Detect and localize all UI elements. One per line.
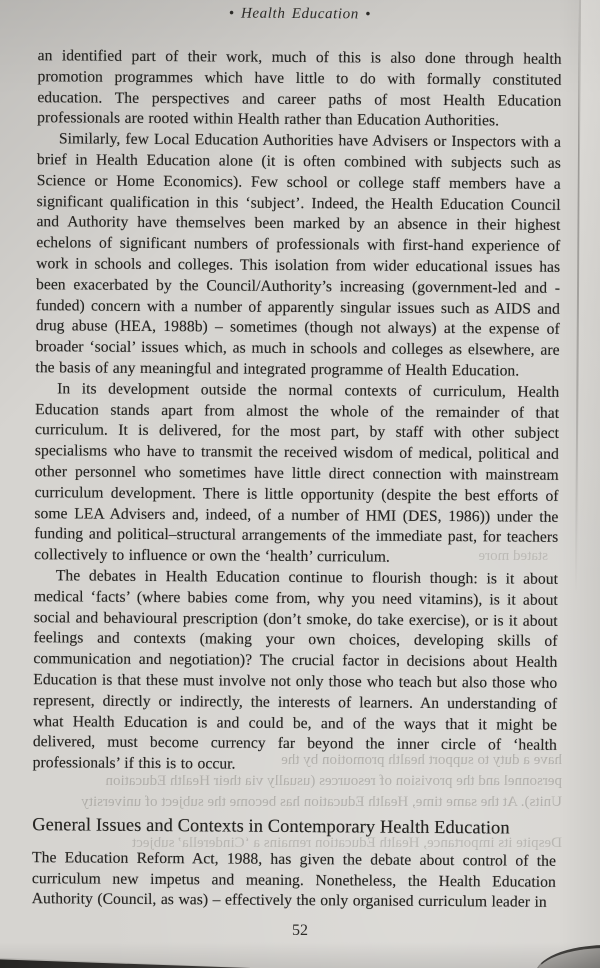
bleedthrough-line: Despite its importance, Health Education remains a ‘Cinderella’ subject (132, 835, 562, 851)
page-edge-highlight (579, 0, 600, 580)
section-heading: General Issues and Contexts in Contemporary Health Education (32, 814, 510, 838)
bleedthrough-line: personnel and the provision of resources (usually via their Health Education (105, 773, 562, 789)
page-number: 52 (292, 922, 308, 939)
body-paragraph: In its development outside the normal contexts of curriculum, Health Education stands apart from almost the whole of the remainder of that curriculum. It is delivered, for the most part, by staff with other subject specialisms who have to transmit the received wisdom of medical, political and other personnel who sometimes have little direct connection with mainstream curriculum development. There is little opportunity (despite the best efforts of some LEA Advisers and, indeed, of a number of HMI (DES, 1986)) under the funding and political–structural arrangements of the immediate past, for teachers collectively to influence or own the ‘health’ curriculum. (34, 380, 560, 566)
body-paragraph: an identified part of their work, much of this is also done through health promotion programmes which have little to do with formally constituted education. The perspectives and career paths of most Health Education professionals are rooted within Health rather than Education Authorities. (37, 47, 562, 130)
text-column (32, 4, 562, 914)
bleedthrough-line: stated more (478, 548, 548, 564)
running-header: • Health Education • (228, 5, 372, 23)
body-paragraph: The Education Reform Act, 1988, has given the debate about control of the curriculum new impetus and meaning. Nonetheless, the Health Education Authority (Council, as was) – effectively the only organised curriculum leader in (31, 849, 557, 912)
body-paragraph: Similarly, few Local Education Authorities have Advisers or Inspectors with a brief in Health Education alone (it is often combined with subjects such as Science or Home Economics). Few school or college staff members have a significant qualification in this ‘subject’. Indeed, the Health Education Council and Authority have themselves been marked by an absence in their highest echelons of significant numbers of professionals with first-hand experience of work in schools and colleges. This isolation from wider educational issues has been exacerbated by the Council/Authority’s increasing (government-led and -funded) concern with a number of apparently singular issues such as AIDS and drug abuse (HEA, 1988b) – sometimes (though not always) at the expense of broader ‘social’ issues which, as much in schools and colleges as elsewhere, are the basis of any meaningful and integrated programme of Health Education. (35, 130, 562, 380)
bleedthrough-line: Units). At the same time, Health Education has become the subject of university (81, 794, 562, 810)
bleedthrough-line: have a duty to support health promotion by the (281, 752, 562, 768)
body-paragraph: The debates in Health Education continue to flourish though: is it about medical ‘facts’ (where babies come from, why you need vitamins), is it about social and behavioural prescription (don’t smoke, do take exercise), or is it about feelings and contexts (making your own choices, developing skills of communication and negotiation)? The crucial factor in decisions about Health Education is that these must involve not only those who teach but also those who represent, directly or indirectly, the interests of learners. An understanding of what Health Education is and could be, and of the ways that it might be delivered, must become currency far beyond the inner circle of ‘health professionals’ if this is to occur. (32, 567, 559, 773)
